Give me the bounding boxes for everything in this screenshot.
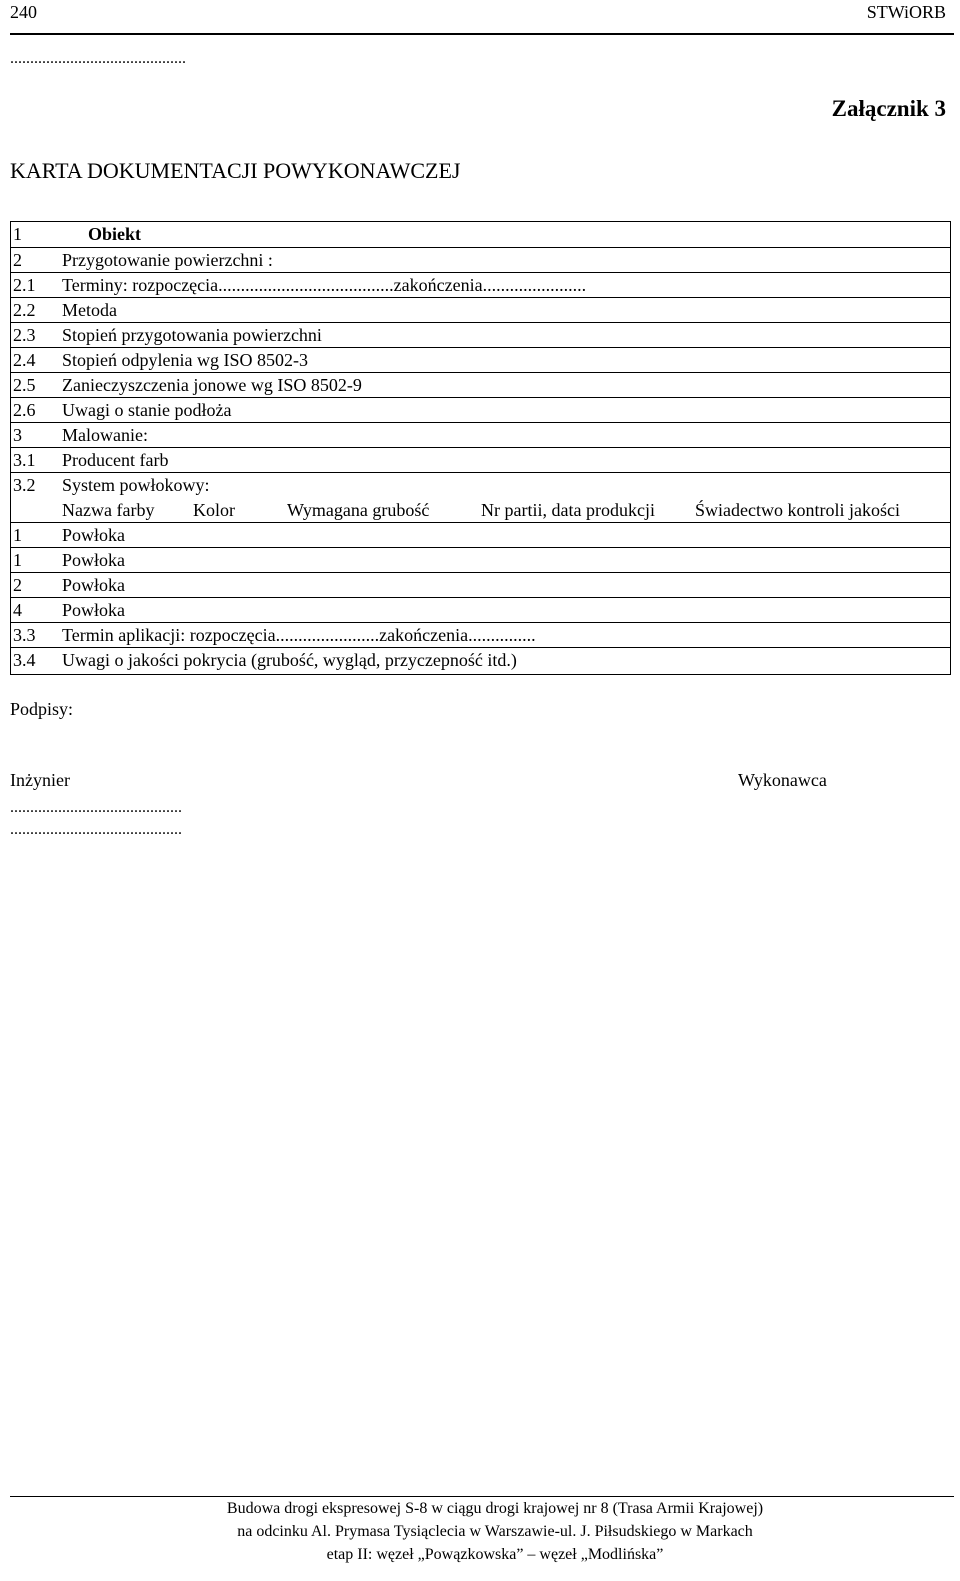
- row-label: Powłoka: [62, 550, 125, 570]
- form-row-coating-system: [11, 472, 950, 523]
- form-row-coat: [11, 572, 950, 598]
- document-title: KARTA DOKUMENTACJI POWYKONAWCZEJ: [10, 158, 461, 183]
- footer-rule: [10, 1496, 954, 1497]
- form-row: [11, 347, 950, 373]
- form-row: [11, 622, 950, 648]
- engineer-label: Inżynier: [10, 770, 70, 790]
- form-row: [11, 397, 950, 423]
- footer-line-2: na odcinku Al. Prymasa Tysiąclecia w Warszawie-ul. J. Piłsudskiego w Markach: [237, 1523, 753, 1540]
- row-number: 1: [13, 224, 22, 244]
- header-rule: [10, 33, 954, 35]
- form-row-coat: [11, 597, 950, 623]
- row-number: 1: [13, 525, 22, 545]
- form-row: [11, 272, 950, 298]
- row-label: Metoda: [62, 300, 117, 320]
- form-row: [11, 447, 950, 473]
- row-number: 2.5: [13, 375, 36, 395]
- row-label: Stopień przygotowania powierzchni: [62, 325, 322, 345]
- row-number: 2.4: [13, 350, 36, 370]
- form-row: [11, 297, 950, 323]
- form-row-coat: [11, 547, 950, 573]
- row-number: 3: [13, 425, 22, 445]
- row-number: 4: [13, 600, 22, 620]
- page-number: 240: [10, 2, 37, 22]
- footer-line-1: Budowa drogi ekspresowej S-8 w ciągu drogi krajowej nr 8 (Trasa Armii Krajowej): [226, 1500, 764, 1517]
- column-color: Kolor: [193, 500, 235, 520]
- row-label: Powłoka: [62, 600, 125, 620]
- publisher-name: STWiORB: [866, 2, 946, 22]
- form-row-obiekt: [11, 222, 950, 247]
- contractor-label: Wykonawca: [738, 770, 827, 790]
- row-number: 3.2: [13, 475, 36, 495]
- row-label: Uwagi o stanie podłoża: [62, 400, 232, 420]
- column-quality-certificate: Świadectwo kontroli jakości: [695, 500, 900, 520]
- row-number: 2.1: [13, 275, 36, 295]
- row-number: 3.1: [13, 450, 36, 470]
- row-number: 2: [13, 575, 22, 595]
- row-number: 2.6: [13, 400, 36, 420]
- documentation-form-table: [10, 221, 951, 675]
- form-row: [11, 247, 950, 273]
- row-label: Uwagi o jakości pokrycia (grubość, wygląd, przyczepność itd.): [62, 650, 517, 670]
- row-number: 3.3: [13, 625, 36, 645]
- contractor-signature-line: ...........................................: [10, 821, 182, 838]
- column-paint-name: Nazwa farby: [62, 500, 155, 520]
- row-label: Stopień odpylenia wg ISO 8502-3: [62, 350, 308, 370]
- row-label: Przygotowanie powierzchni :: [62, 250, 273, 270]
- form-row: [11, 422, 950, 448]
- row-label: Powłoka: [62, 525, 125, 545]
- annex-label: Załącznik 3: [831, 96, 946, 121]
- row-label: Powłoka: [62, 575, 125, 595]
- engineer-signature-line: ...........................................: [10, 799, 182, 816]
- column-required-thickness: Wymagana grubość: [287, 500, 430, 520]
- row-number: 2.2: [13, 300, 36, 320]
- row-label: Obiekt: [88, 224, 142, 244]
- footer-line-3: etap II: węzeł „Powązkowska” – węzeł „Modlińska”: [326, 1546, 664, 1563]
- row-label: Terminy: rozpoczęcia.......................................zakończenia.......................: [62, 275, 587, 295]
- row-number: 1: [13, 550, 22, 570]
- row-label: Zanieczyszczenia jonowe wg ISO 8502-9: [62, 375, 362, 395]
- signatures-label: Podpisy:: [10, 699, 74, 719]
- row-number: 2: [13, 250, 22, 270]
- column-batch-date: Nr partii, data produkcji: [481, 500, 655, 520]
- row-label: Malowanie:: [62, 425, 148, 445]
- row-label: Termin aplikacji: rozpoczęcia.......................zakończenia...............: [62, 625, 536, 645]
- row-label: Producent farb: [62, 450, 169, 470]
- form-row: [11, 372, 950, 398]
- top-dots: ............................................: [10, 50, 186, 67]
- form-row-coat: [11, 522, 950, 548]
- row-number: 2.3: [13, 325, 36, 345]
- form-row: [11, 322, 950, 348]
- row-label: System powłokowy:: [62, 475, 210, 495]
- row-number: 3.4: [13, 650, 36, 670]
- form-row: [11, 647, 950, 673]
